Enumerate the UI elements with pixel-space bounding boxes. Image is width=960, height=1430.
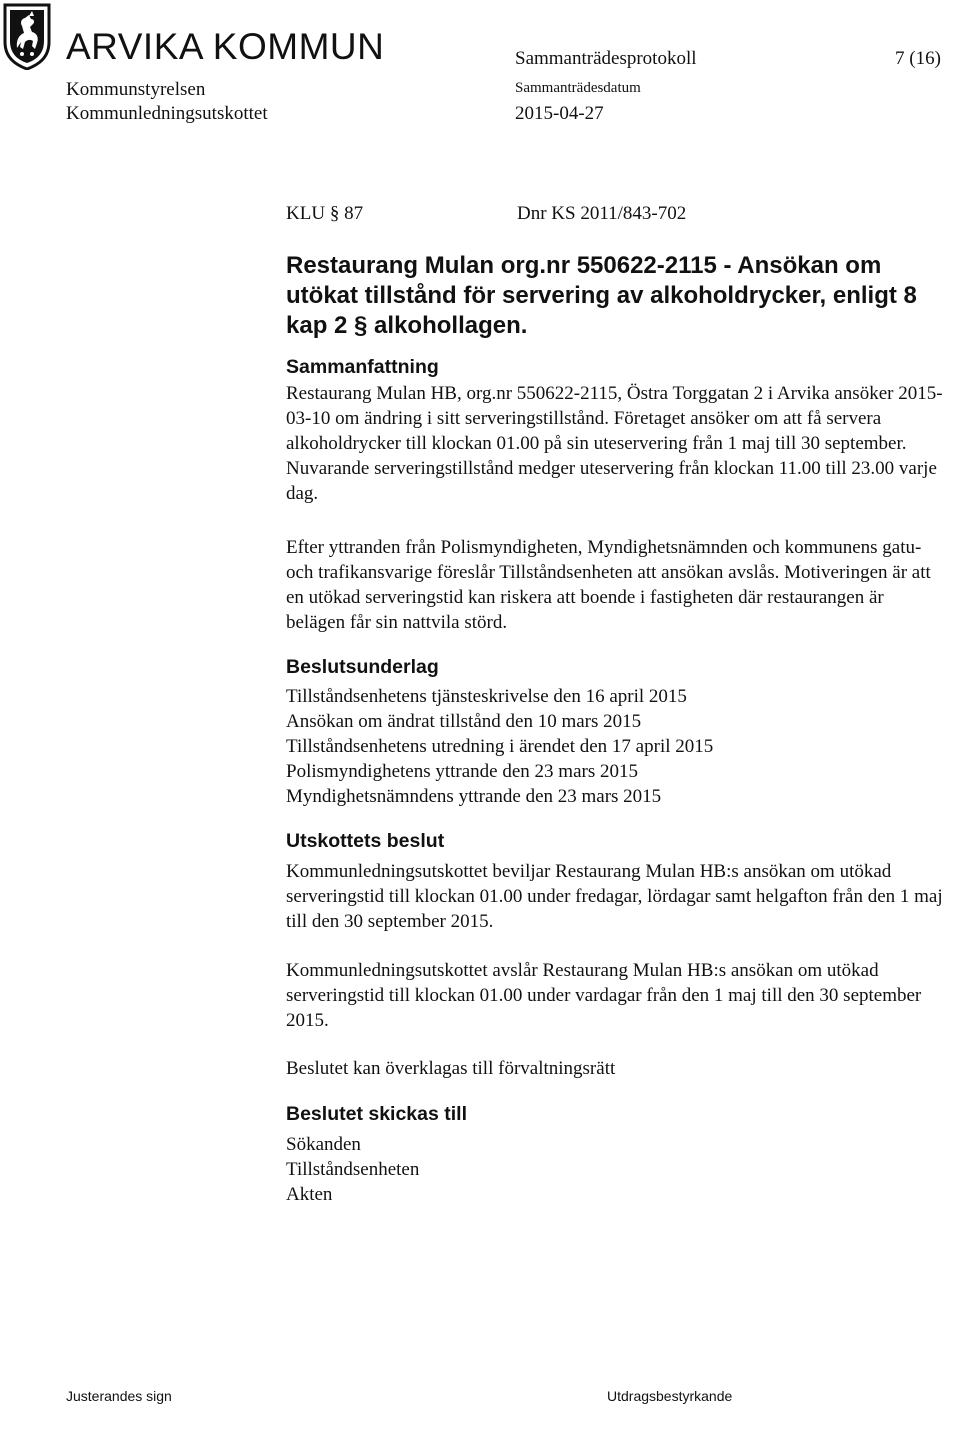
org-name: ARVIKA KOMMUN bbox=[66, 26, 385, 67]
diary-number: Dnr KS 2011/843-702 bbox=[517, 203, 687, 224]
list-item: Myndighetsnämndens yttrande den 23 mars 2015 bbox=[286, 786, 662, 807]
summary-paragraph-1: Restaurang Mulan HB, org.nr 550622-2115, Östra Torggatan 2 i Arvika ansöker 2015-03-10 om ändring i sitt serveringstillstånd. Företaget ansöker om att få servera alkoholdrycker till klockan 01.00 på sin uteservering från 1 maj till 30 september. Nuvarande serveringstillstånd medger uteservering från klockan 11.00 till 23.00 varje dag. bbox=[286, 383, 943, 504]
decision-paragraph-2: Kommunledningsutskottet avslår Restaurang Mulan HB:s ansökan om utökad serveringstid till klockan 01.00 under vardagar från den 1 maj till den 30 september 2015. bbox=[286, 960, 922, 1031]
list-item: Ansökan om ändrat tillstånd den 10 mars 2015 bbox=[286, 711, 642, 732]
list-item: Tillståndsenheten bbox=[286, 1159, 420, 1180]
summary-heading: Sammanfattning bbox=[286, 356, 439, 378]
basis-heading: Beslutsunderlag bbox=[286, 656, 439, 678]
case-id-label: KLU bbox=[286, 203, 326, 224]
committee-name: Kommunledningsutskottet bbox=[66, 103, 268, 124]
meeting-date: 2015-04-27 bbox=[515, 103, 604, 124]
decision-heading: Utskottets beslut bbox=[286, 830, 445, 852]
case-title: Restaurang Mulan org.nr 550622-2115 - Ansökan om utökat tillstånd för servering av alkoholdrycker, enligt 8 kap 2 § alkohollagen. bbox=[286, 252, 917, 339]
distribution-list bbox=[286, 1132, 946, 1207]
footer-certification-label: Utdragsbestyrkande bbox=[607, 1388, 733, 1404]
list-item: Sökanden bbox=[286, 1134, 361, 1155]
document-type: Sammanträdesprotokoll bbox=[515, 48, 697, 69]
section-sign: § bbox=[329, 203, 340, 224]
date-label: Sammanträdesdatum bbox=[515, 80, 641, 96]
list-item: Tillståndsenhetens tjänsteskrivelse den 16 april 2015 bbox=[286, 686, 687, 707]
decision-paragraph-1: Kommunledningsutskottet beviljar Restaurang Mulan HB:s ansökan om utökad serveringstid till klockan 01.00 under fredagar, lördagar samt helgafton från den 1 maj till den 30 september 2015. bbox=[286, 861, 943, 932]
decision-paragraph-3: Beslutet kan överklagas till förvaltningsrätt bbox=[286, 1058, 616, 1079]
footer-signature-label: Justerandes sign bbox=[66, 1388, 172, 1404]
body-name: Kommunstyrelsen bbox=[66, 79, 206, 100]
case-number: 87 bbox=[344, 203, 364, 224]
basis-list bbox=[286, 684, 946, 809]
arvika-coat-of-arms-logo bbox=[2, 2, 52, 70]
list-item: Polismyndighetens yttrande den 23 mars 2015 bbox=[286, 761, 638, 782]
list-item: Akten bbox=[286, 1184, 333, 1205]
summary-paragraph-2: Efter yttranden från Polismyndigheten, Myndighetsnämnden och kommunens gatu- och trafikansvarige föreslår Tillståndsenheten att ansökan avslås. Motiveringen är att en utökad serveringstid kan riskera att boende i fastigheten där restaurangen är belägen får sin nattvila störd. bbox=[286, 537, 931, 633]
page-number: 7 (16) bbox=[895, 48, 941, 69]
list-item: Tillståndsenhetens utredning i ärendet den 17 april 2015 bbox=[286, 736, 714, 757]
distribution-heading: Beslutet skickas till bbox=[286, 1103, 468, 1125]
case-reference bbox=[286, 203, 363, 225]
